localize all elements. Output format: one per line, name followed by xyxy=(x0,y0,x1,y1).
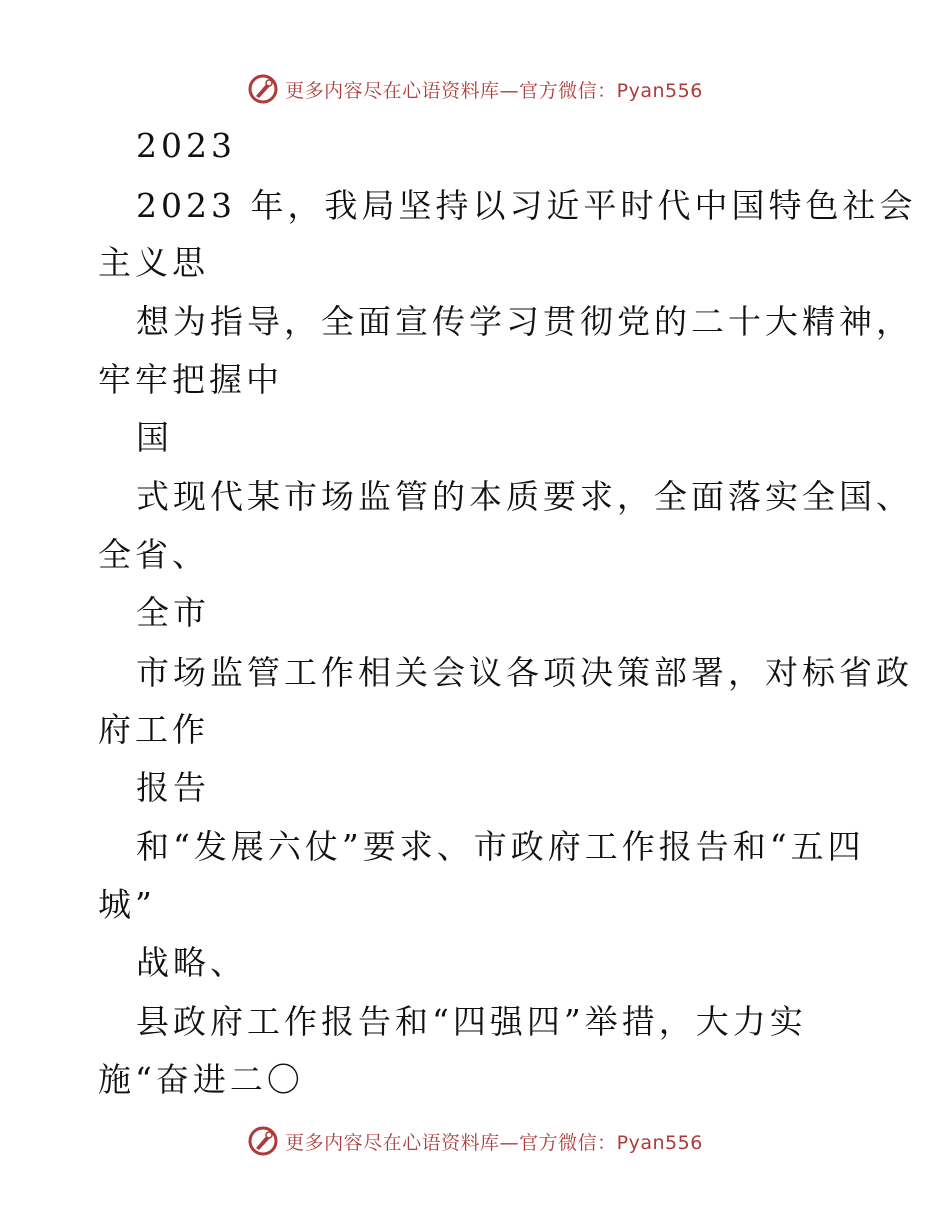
text-line: 全省、 xyxy=(98,535,209,574)
text-line: 报告 xyxy=(136,768,210,807)
text-line: 施“奋进二〇 xyxy=(98,1060,304,1099)
text-line: 主义思 xyxy=(98,243,209,282)
text-line: 式现代某市场监管的本质要求，全面落实全国、 xyxy=(136,477,913,516)
watermark-text: 更多内容尽在心语资料库—官方微信：Pyan556 xyxy=(285,1131,703,1154)
text-line: 城” xyxy=(98,885,156,924)
text-line: 市场监管工作相关会议各项决策部署，对标省政 xyxy=(136,653,913,692)
text-line: 2023 年，我局坚持以习近平时代中国特色社会 xyxy=(136,186,917,225)
text-line: 国 xyxy=(136,418,173,457)
footer-watermark xyxy=(0,1124,950,1158)
text-line: 牢牢把握中 xyxy=(98,360,283,399)
text-line: 想为指导，全面宣传学习贯彻党的二十大精神， xyxy=(136,302,913,341)
text-line: 府工作 xyxy=(98,710,209,749)
watermark-text: 更多内容尽在心语资料库—官方微信：Pyan556 xyxy=(285,79,703,102)
text-line: 战略、 xyxy=(136,943,247,982)
text-line: 2023 xyxy=(136,126,236,165)
text-line: 县政府工作报告和“四强四”举措，大力实 xyxy=(136,1002,807,1041)
text-line: 和“发展六仗”要求、市政府工作报告和“五四 xyxy=(136,827,865,866)
text-line: 全市 xyxy=(136,593,210,632)
pen-logo-icon xyxy=(247,1125,279,1157)
